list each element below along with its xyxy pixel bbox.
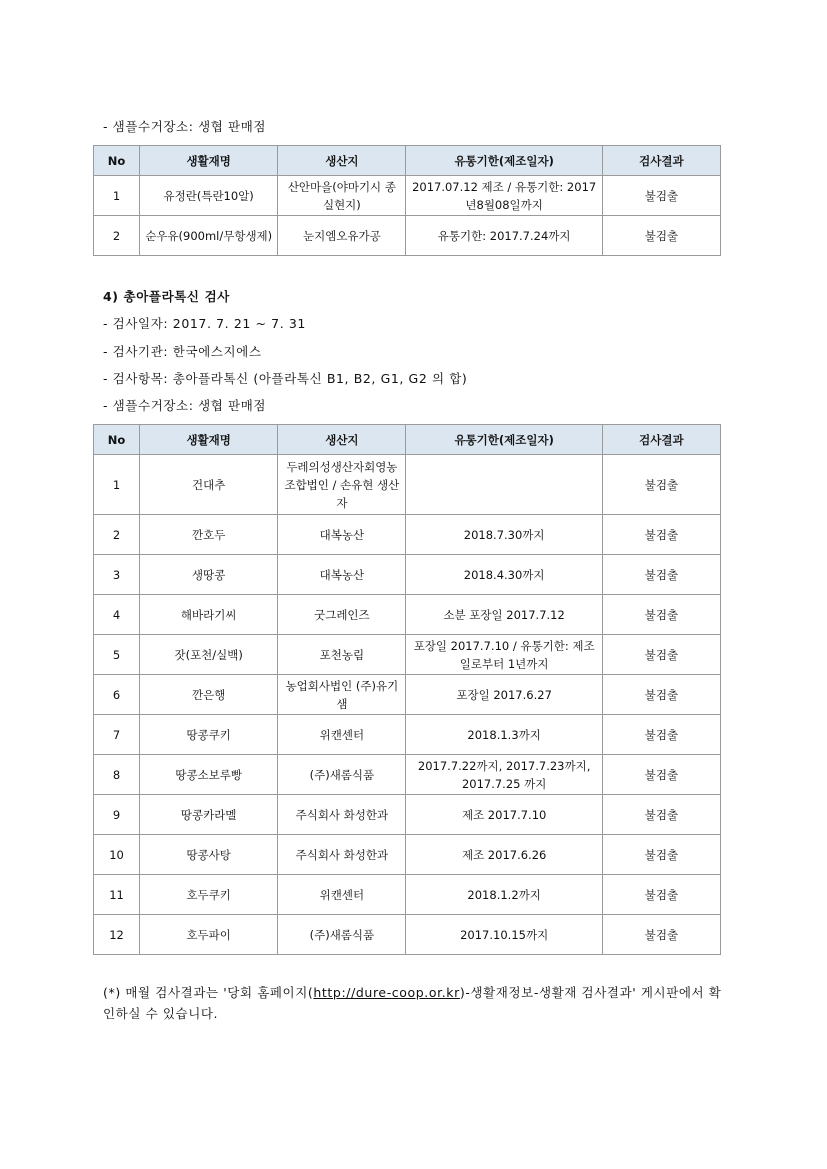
header-no: No [94, 425, 140, 455]
cell-no: 10 [94, 835, 140, 875]
cell-expiry: 제조 2017.7.10 [406, 795, 602, 835]
cell-product-name: 유정란(특란10알) [140, 176, 278, 216]
footnote-suffix: )-생활재정보-생활재 검사결과' 게시판에서 확인하실 수 있습니다. [103, 985, 722, 1021]
cell-origin: 눈지엠오유가공 [278, 216, 406, 256]
table-row [94, 635, 721, 675]
cell-product-name: 깐호두 [140, 515, 278, 555]
cell-origin: 주식회사 화성한과 [278, 835, 406, 875]
table-row [94, 795, 721, 835]
header-product-name: 생활재명 [140, 425, 278, 455]
cell-origin: 농업회사법인 (주)유기샘 [278, 675, 406, 715]
cell-result: 불검출 [602, 595, 720, 635]
table-row [94, 216, 721, 256]
inspection-item-line: - 검사항목: 총아플라톡신 (아플라톡신 B1, B2, G1, G2 의 합) [103, 371, 468, 386]
footnote-prefix: (*) 매월 검사결과는 '당회 홈페이지( [103, 985, 314, 1000]
cell-origin: (주)새롬식품 [278, 755, 406, 795]
cell-result: 불검출 [602, 875, 720, 915]
cell-origin: 위캔센터 [278, 875, 406, 915]
table-row [94, 176, 721, 216]
inspection-table-2 [93, 424, 721, 955]
table-row [94, 875, 721, 915]
table-header-row [94, 146, 721, 176]
cell-no: 5 [94, 635, 140, 675]
table-row [94, 915, 721, 955]
cell-origin: 주식회사 화성한과 [278, 795, 406, 835]
homepage-link[interactable]: http://dure-coop.or.kr [313, 985, 460, 1000]
cell-expiry: 2018.1.2까지 [406, 875, 602, 915]
table-row [94, 555, 721, 595]
cell-no: 1 [94, 455, 140, 515]
cell-no: 7 [94, 715, 140, 755]
table-row [94, 595, 721, 635]
cell-origin: 대복농산 [278, 515, 406, 555]
cell-expiry: 2018.4.30까지 [406, 555, 602, 595]
cell-expiry: 포장일 2017.7.10 / 유통기한: 제조일로부터 1년까지 [406, 635, 602, 675]
cell-result: 불검출 [602, 216, 720, 256]
sample-location-line-2: - 샘플수거장소: 생협 판매점 [103, 398, 267, 413]
sample-location-line-1: - 샘플수거장소: 생협 판매점 [103, 119, 267, 134]
cell-product-name: 잣(포천/실백) [140, 635, 278, 675]
cell-result: 불검출 [602, 915, 720, 955]
cell-product-name: 땅콩카라멜 [140, 795, 278, 835]
table-row [94, 755, 721, 795]
cell-origin: 포천농림 [278, 635, 406, 675]
cell-expiry: 2017.7.22까지, 2017.7.23까지, 2017.7.25 까지 [406, 755, 602, 795]
header-result: 검사결과 [602, 146, 720, 176]
section-4-heading: 4) 총아플라톡신 검사 [103, 289, 230, 304]
cell-product-name: 땅콩쿠키 [140, 715, 278, 755]
cell-result: 불검출 [602, 675, 720, 715]
header-expiry: 유통기한(제조일자) [406, 425, 602, 455]
cell-product-name: 땅콩소보루빵 [140, 755, 278, 795]
cell-result: 불검출 [602, 715, 720, 755]
header-origin: 생산지 [278, 425, 406, 455]
cell-product-name: 땅콩사탕 [140, 835, 278, 875]
cell-no: 1 [94, 176, 140, 216]
table-row [94, 715, 721, 755]
cell-origin: 굿그레인즈 [278, 595, 406, 635]
cell-expiry: 2018.1.3까지 [406, 715, 602, 755]
cell-result: 불검출 [602, 755, 720, 795]
cell-result: 불검출 [602, 835, 720, 875]
cell-origin: 산안마을(야마기시 종실현지) [278, 176, 406, 216]
cell-product-name: 건대추 [140, 455, 278, 515]
header-expiry: 유통기한(제조일자) [406, 146, 602, 176]
cell-product-name: 호두쿠키 [140, 875, 278, 915]
cell-origin: 두레의성생산자회영농조합법인 / 손유현 생산자 [278, 455, 406, 515]
table-row [94, 675, 721, 715]
header-no: No [94, 146, 140, 176]
cell-origin: (주)새롬식품 [278, 915, 406, 955]
cell-product-name: 순우유(900ml/무항생제) [140, 216, 278, 256]
cell-product-name: 해바라기씨 [140, 595, 278, 635]
table-header-row [94, 425, 721, 455]
cell-no: 4 [94, 595, 140, 635]
cell-expiry: 2017.07.12 제조 / 유통기한: 2017년8월08일까지 [406, 176, 602, 216]
inspection-date-line: - 검사일자: 2017. 7. 21 ~ 7. 31 [103, 316, 306, 331]
header-result: 검사결과 [602, 425, 720, 455]
header-origin: 생산지 [278, 146, 406, 176]
cell-expiry: 포장일 2017.6.27 [406, 675, 602, 715]
inspection-table-1 [93, 145, 721, 256]
header-product-name: 생활재명 [140, 146, 278, 176]
cell-no: 11 [94, 875, 140, 915]
cell-expiry: 제조 2017.6.26 [406, 835, 602, 875]
cell-result: 불검출 [602, 176, 720, 216]
cell-result: 불검출 [602, 455, 720, 515]
cell-expiry: 2018.7.30까지 [406, 515, 602, 555]
cell-expiry: 2017.10.15까지 [406, 915, 602, 955]
cell-product-name: 생땅콩 [140, 555, 278, 595]
inspection-agency-line: - 검사기관: 한국에스지에스 [103, 344, 262, 359]
cell-origin: 대복농산 [278, 555, 406, 595]
cell-no: 12 [94, 915, 140, 955]
cell-product-name: 깐은행 [140, 675, 278, 715]
cell-result: 불검출 [602, 555, 720, 595]
cell-origin: 위캔센터 [278, 715, 406, 755]
cell-no: 9 [94, 795, 140, 835]
cell-no: 2 [94, 216, 140, 256]
cell-expiry: 소분 포장일 2017.7.12 [406, 595, 602, 635]
cell-expiry: 유통기한: 2017.7.24까지 [406, 216, 602, 256]
cell-product-name: 호두파이 [140, 915, 278, 955]
cell-no: 3 [94, 555, 140, 595]
table-row [94, 515, 721, 555]
cell-result: 불검출 [602, 515, 720, 555]
table-row [94, 455, 721, 515]
cell-no: 2 [94, 515, 140, 555]
footnote [103, 982, 723, 1024]
cell-expiry [406, 455, 602, 515]
cell-no: 6 [94, 675, 140, 715]
table-row [94, 835, 721, 875]
cell-result: 불검출 [602, 795, 720, 835]
cell-no: 8 [94, 755, 140, 795]
cell-result: 불검출 [602, 635, 720, 675]
